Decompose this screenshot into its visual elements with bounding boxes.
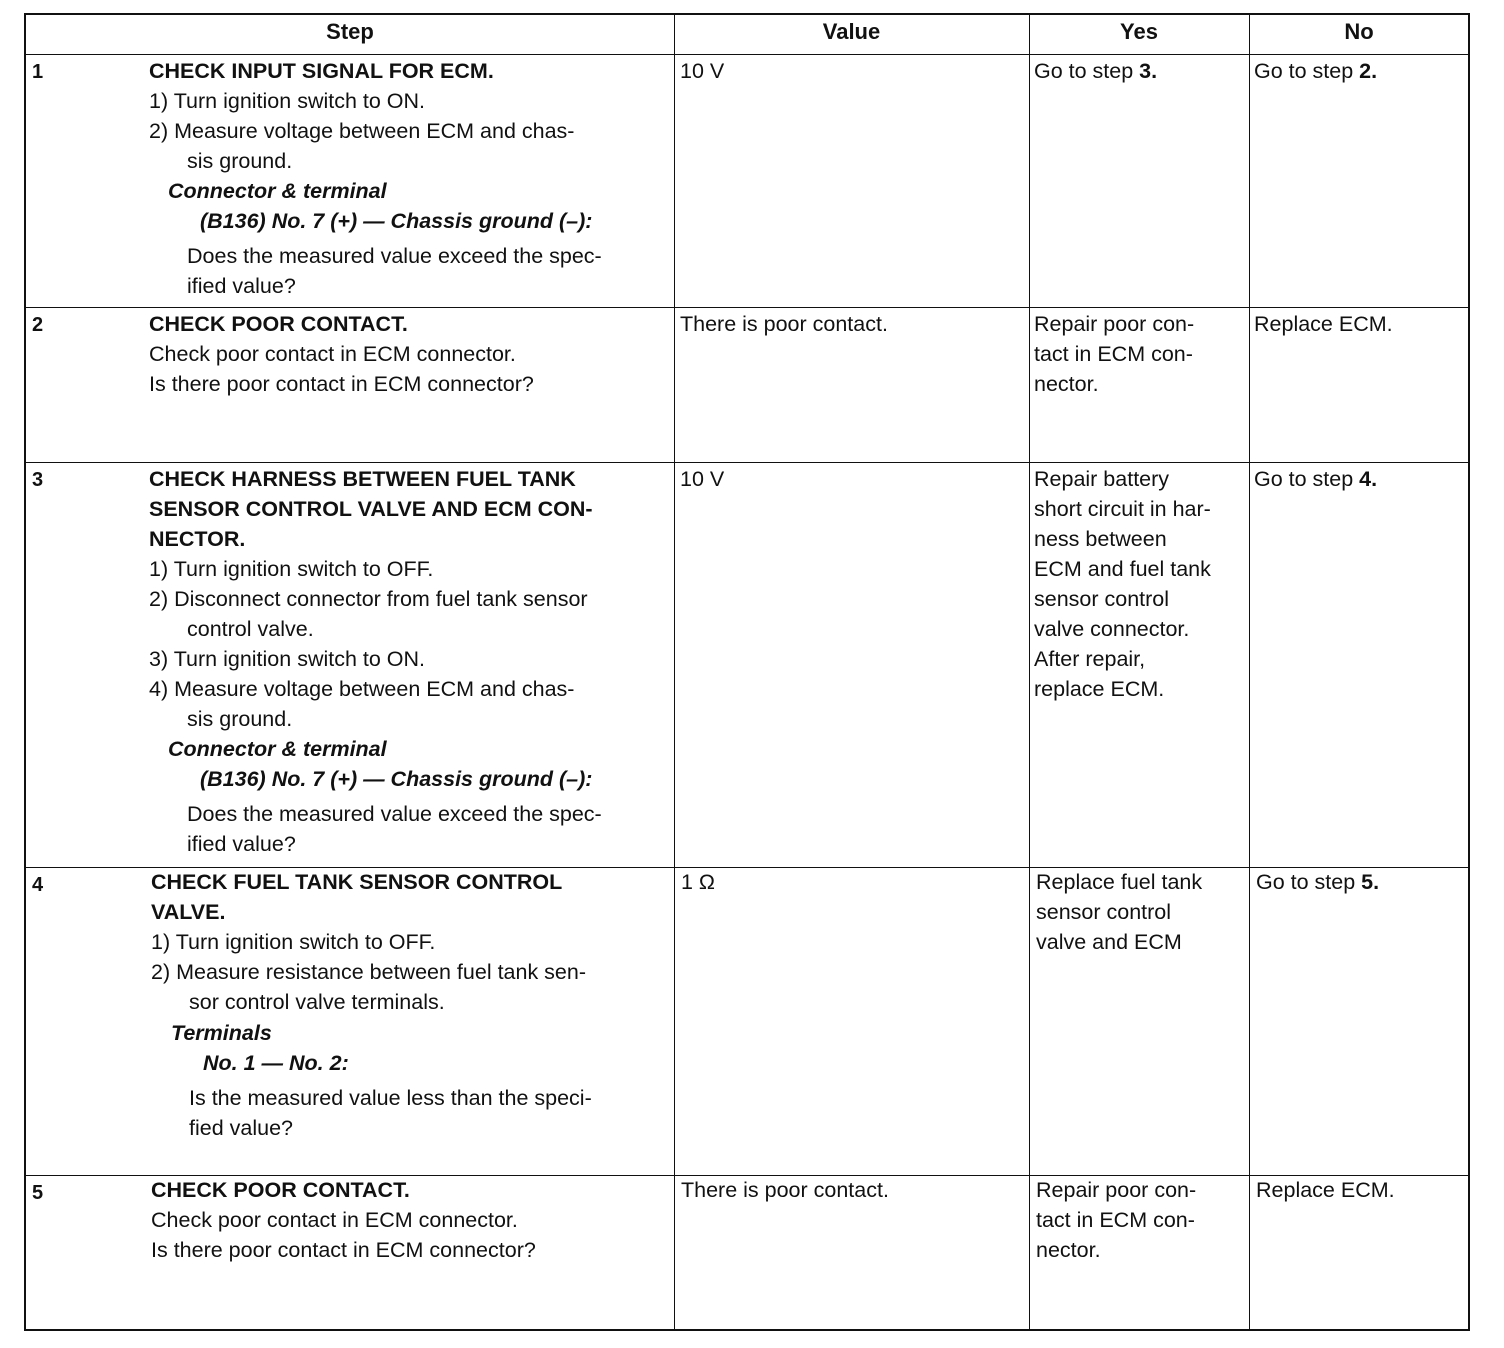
no-action: Go to step 4. [1254,467,1378,491]
header-yes: Yes [1120,19,1158,44]
step-number: 3 [32,469,44,491]
spec-value: 10 V [680,59,725,83]
yes-action: Repair battery [1034,467,1170,491]
yes-action: Go to step 3. [1034,59,1158,83]
yes-action: tact in ECM con- [1036,1208,1195,1232]
yes-action: nector. [1034,372,1099,396]
no-action: Go to step 2. [1254,59,1378,83]
procedure-item: 2) Measure resistance between fuel tank sen- [151,960,587,984]
connector-detail: (B136) No. 7 (+) — Chassis ground (–): [200,767,593,791]
yes-action: sensor control [1036,900,1172,924]
step-title: CHECK POOR CONTACT. [149,312,408,336]
yes-action: ness between [1034,527,1167,551]
procedure-text: Check poor contact in ECM connector. [151,1208,518,1232]
connector-label: Terminals [171,1021,272,1045]
yes-action: valve and ECM [1036,930,1182,954]
spec-value: 10 V [680,467,725,491]
procedure-item: sor control valve terminals. [189,990,445,1014]
step-title: VALVE. [151,900,226,924]
step-number: 1 [32,61,44,83]
header-value: Value [822,19,881,44]
step-title: SENSOR CONTROL VALVE AND ECM CON- [149,497,593,521]
spec-value: There is poor contact. [681,1178,889,1202]
check-question: Is the measured value less than the speci- [189,1086,592,1110]
procedure-item: 3) Turn ignition switch to ON. [149,647,426,671]
procedure-item: 1) Turn ignition switch to OFF. [151,930,436,954]
no-action: Go to step 5. [1256,870,1380,894]
procedure-item: 1) Turn ignition switch to OFF. [149,557,434,581]
step-title: CHECK INPUT SIGNAL FOR ECM. [149,59,494,83]
yes-action: Repair poor con- [1036,1178,1197,1202]
header-no: No [1344,19,1374,44]
yes-action: sensor control [1034,587,1170,611]
header-step: Step [326,19,374,44]
no-action: Replace ECM. [1254,312,1393,336]
step-title: CHECK HARNESS BETWEEN FUEL TANK [149,467,576,491]
row-divider [26,462,1468,463]
connector-label: Connector & terminal [168,179,387,203]
check-question: ified value? [187,832,296,856]
procedure-text: Check poor contact in ECM connector. [149,342,516,366]
connector-detail: (B136) No. 7 (+) — Chassis ground (–): [200,209,593,233]
procedure-item: 2) Measure voltage between ECM and chas- [149,119,575,143]
step-number: 4 [32,874,44,896]
yes-action: short circuit in har- [1034,497,1211,521]
check-question: Does the measured value exceed the spec- [187,244,602,268]
yes-action: tact in ECM con- [1034,342,1193,366]
row-divider [26,307,1468,308]
check-question: fied value? [189,1116,293,1140]
step-title: CHECK FUEL TANK SENSOR CONTROL [151,870,563,894]
yes-action: After repair, [1034,647,1146,671]
procedure-item: 1) Turn ignition switch to ON. [149,89,426,113]
column-divider [1029,15,1030,1329]
header-divider [26,54,1468,55]
check-question: Is there poor contact in ECM connector? [151,1238,536,1262]
check-question: Is there poor contact in ECM connector? [149,372,534,396]
diagnostic-table [24,13,1470,1331]
connector-detail: No. 1 — No. 2: [203,1051,349,1075]
yes-action: Repair poor con- [1034,312,1195,336]
column-divider [1249,15,1250,1329]
step-title: NECTOR. [149,527,246,551]
no-action: Replace ECM. [1256,1178,1395,1202]
procedure-item: sis ground. [187,707,293,731]
spec-value: 1 Ω [681,870,716,894]
connector-label: Connector & terminal [168,737,387,761]
yes-action: Replace fuel tank [1036,870,1203,894]
yes-action: replace ECM. [1034,677,1165,701]
step-number: 2 [32,314,44,336]
check-question: ified value? [187,274,296,298]
procedure-item: control valve. [187,617,314,641]
check-question: Does the measured value exceed the spec- [187,802,602,826]
yes-action: valve connector. [1034,617,1190,641]
column-divider [674,15,675,1329]
spec-value: There is poor contact. [680,312,888,336]
procedure-item: 4) Measure voltage between ECM and chas- [149,677,575,701]
procedure-item: 2) Disconnect connector from fuel tank sensor [149,587,588,611]
step-number: 5 [32,1182,44,1204]
yes-action: nector. [1036,1238,1101,1262]
step-title: CHECK POOR CONTACT. [151,1178,410,1202]
procedure-item: sis ground. [187,149,293,173]
yes-action: ECM and fuel tank [1034,557,1211,581]
